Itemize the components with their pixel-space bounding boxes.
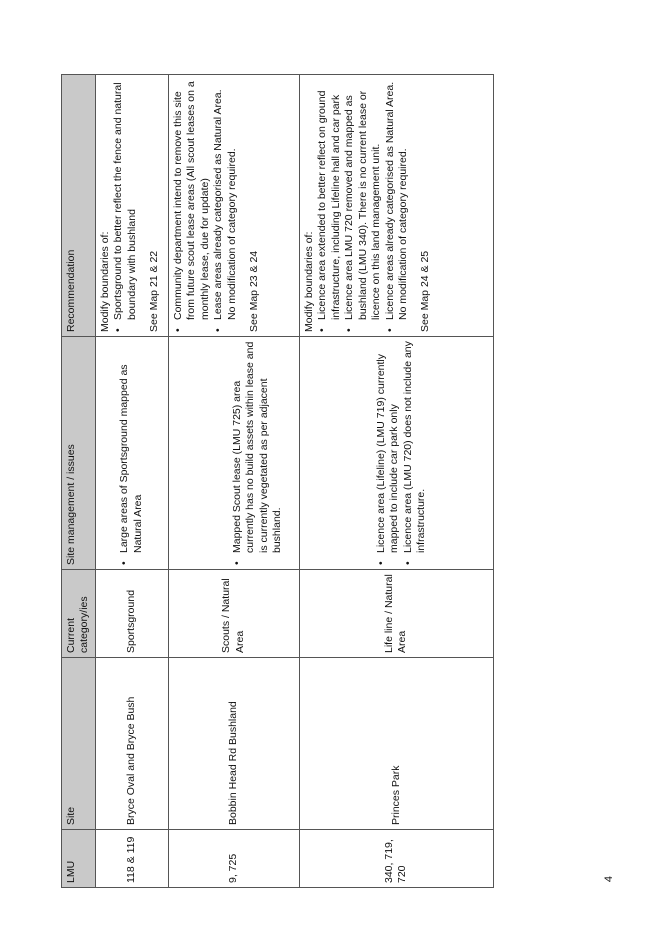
recommendation-item: • Licence areas already categorised as Natural Area. No modification of category required. [384,79,411,332]
cell-lmu: 340, 719, 720 [299,830,493,888]
recommendation-intro: Modify boundaries of: [302,231,315,332]
cell-lmu: 9, 725 [168,830,299,888]
map-reference: See Map 21 & 22 [148,250,161,332]
table-header-row [62,75,96,888]
cell-issues [299,337,493,570]
cell-category: Sportsground [95,570,168,658]
table-row [299,75,493,888]
recommendation-item: • Sportsground to better reflect the fence and natural boundary with bushland [112,79,139,332]
cell-recommendation [299,75,493,337]
table-row [168,75,299,888]
header-recommendation: Recommendation [62,75,96,337]
issue-item: • Mapped Scout lease (LMU 725) area currently has no build assets within lease and is currently vegetated as per adjacent bushland. [231,341,285,565]
cell-site: Princes Park [299,658,493,830]
page-number: 4 [603,875,615,883]
cell-issues [95,337,168,570]
map-reference: See Map 23 & 24 [248,250,261,332]
cell-site: Bobbin Head Rd Bushland [168,658,299,830]
header-issues: Site management / issues [62,337,96,570]
issue-item: • Licence area (LMU 720) does not include any infrastructure. [402,341,429,565]
cell-category: Scouts / Natural Area [168,570,299,658]
cell-recommendation [95,75,168,337]
issue-item: • Large areas of Sportsground mapped as Natural Area [118,341,145,565]
recommendation-item: • Community department intend to remove this site from future scout lease areas (All scout leases on a monthly lease, due for update) [172,79,212,332]
cell-recommendation [168,75,299,337]
recommendation-item: • Lease areas already categorised as Natural Area. No modification of category required. [212,79,239,332]
cell-lmu: 118 & 119 [95,830,168,888]
table-row [95,75,168,888]
rotated-page-content [61,75,491,888]
cell-issues [168,337,299,570]
header-lmu: LMU [62,830,96,888]
header-site: Site [62,658,96,830]
recommendation-intro: Modify boundaries of: [98,231,111,332]
lmu-recommendations-table [61,74,494,888]
recommendation-item: • Licence area LMU 720 removed and mapped as bushland (LMU 340). There is no current lease or licence on this land management unit. [343,79,383,332]
issue-item: • Licence area (Lifeline) (LMU 719) currently mapped to include car park only [375,341,402,565]
cell-category: Life line / Natural Area [299,570,493,658]
header-category: Current category/ies [62,570,96,658]
recommendation-item: • Licence area extended to better reflect on ground infrastructure, including Lifeline hall and car park [316,79,343,332]
map-reference: See Map 24 & 25 [419,250,432,332]
cell-site: Bryce Oval and Bryce Bush [95,658,168,830]
